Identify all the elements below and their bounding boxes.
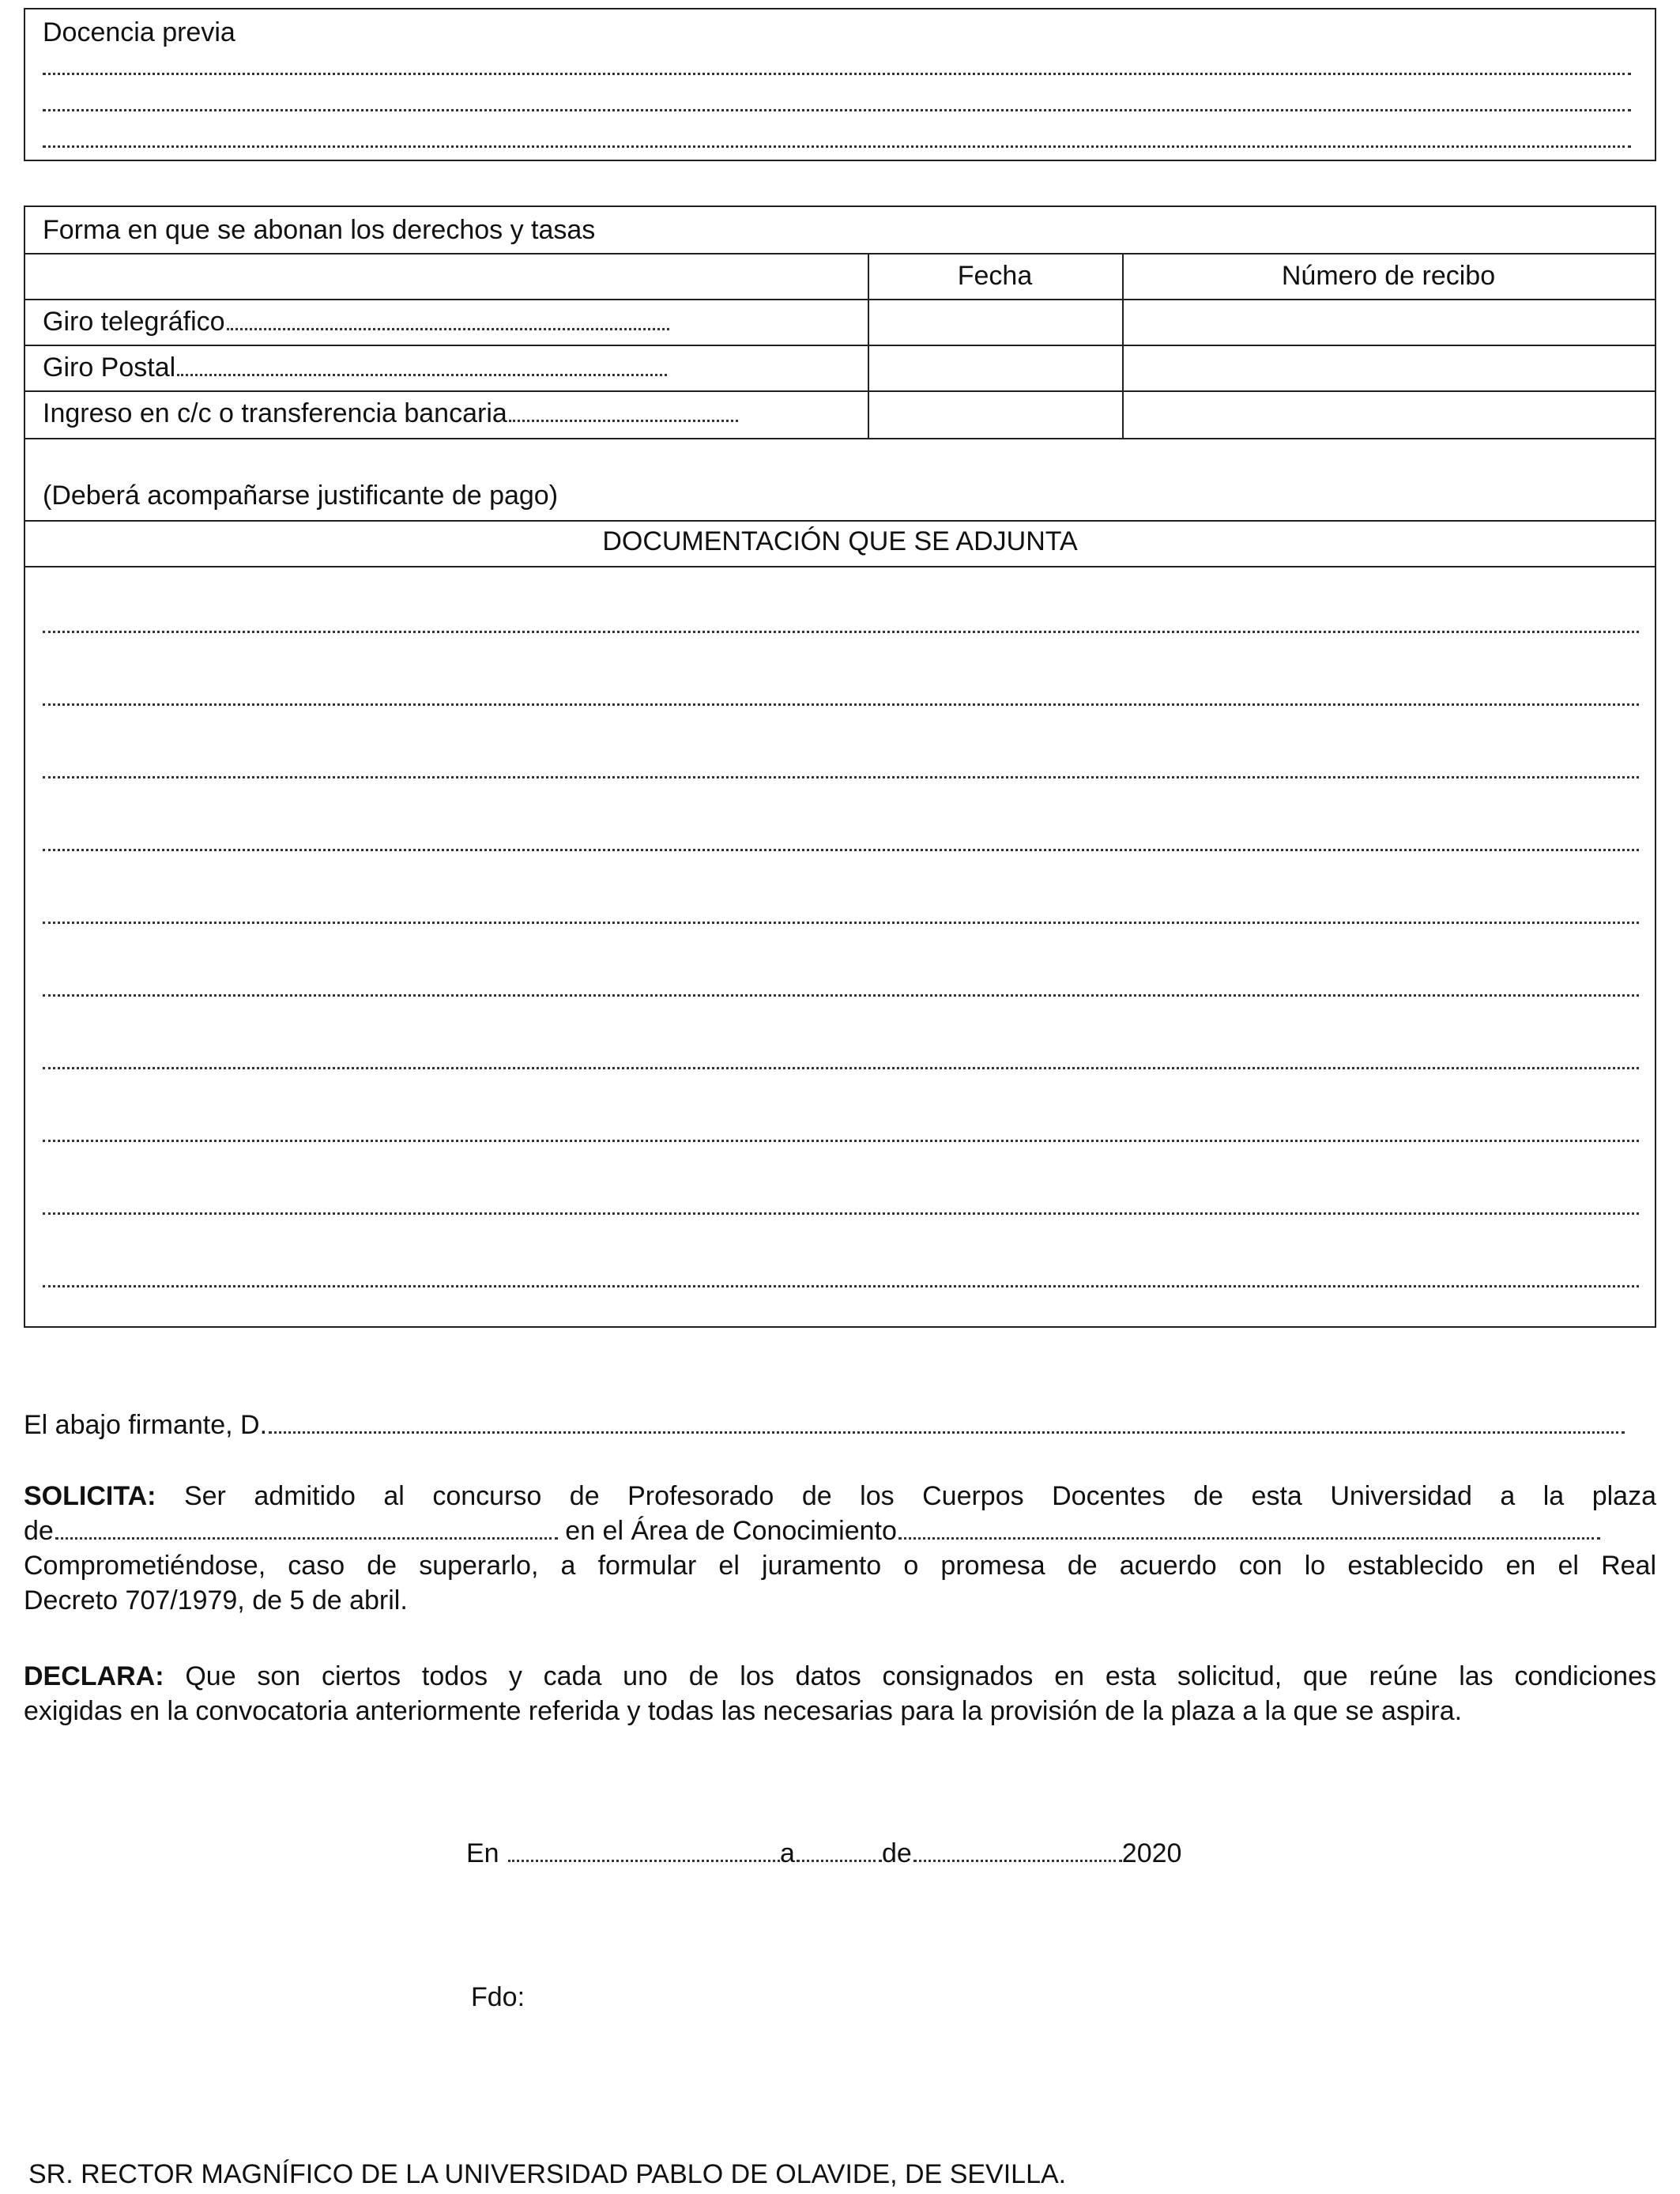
pago-row-giro-postal[interactable]: Giro Postal: [43, 354, 667, 381]
pago-documentacion-section: [24, 205, 1656, 1328]
pago-row-giro-telegrafico[interactable]: Giro telegráfico: [43, 308, 669, 335]
documentacion-line-9[interactable]: [43, 1212, 1639, 1215]
documentacion-line-2[interactable]: [43, 703, 1639, 706]
documentacion-line-1[interactable]: [43, 631, 1639, 633]
documentacion-line-5[interactable]: [43, 922, 1639, 924]
solicita-line-4: Decreto 707/1979, de 5 de abril.: [24, 1585, 408, 1615]
documentacion-line-6[interactable]: [43, 994, 1639, 997]
docencia-previa-label: Docencia previa: [43, 17, 235, 47]
documentacion-title: DOCUMENTACIÓN QUE SE ADJUNTA: [602, 526, 1078, 556]
col-header-fecha: Fecha: [957, 261, 1033, 291]
documentacion-line-10[interactable]: [43, 1285, 1639, 1287]
docencia-line-1[interactable]: [43, 73, 1631, 75]
pago-note: (Deberá acompañarse justificante de pago): [43, 481, 559, 511]
declara-line-1: DECLARA: Que son ciertos todos y cada uno de los datos consignados en esta solicitud, que reúne las condiciones: [24, 1661, 1657, 1691]
documentacion-line-7[interactable]: [43, 1067, 1639, 1069]
pago-title: Forma en que se abonan los derechos y tasas: [43, 215, 596, 245]
destinatario: SR. RECTOR MAGNÍFICO DE LA UNIVERSIDAD PABLO DE OLAVIDE, DE SEVILLA.: [28, 2159, 1067, 2189]
solicita-line-1: SOLICITA: Ser admitido al concurso de Profesorado de los Cuerpos Docentes de esta Universidad a la plaza: [24, 1481, 1656, 1511]
declara-line-2: exigidas en la convocatoria anteriormente referida y todas las necesarias para la provisión de la plaza a la que se aspira.: [24, 1696, 1463, 1726]
firma-label: Fdo:: [471, 1982, 525, 2012]
declara-keyword: DECLARA:: [24, 1661, 164, 1691]
documentacion-line-8[interactable]: [43, 1140, 1639, 1142]
solicita-keyword: SOLICITA:: [24, 1481, 156, 1511]
docencia-previa-section: [24, 8, 1656, 161]
lugar-fecha-line[interactable]: En a de 2020: [466, 1838, 1182, 1868]
documentacion-line-3[interactable]: [43, 776, 1639, 778]
solicita-line-3: Comprometiéndose, caso de superarlo, a formular el juramento o promesa de acuerdo con lo establecido en el Real: [24, 1551, 1656, 1581]
firmante-field[interactable]: El abajo firmante, D.: [24, 1412, 1625, 1438]
col-header-recibo: Número de recibo: [1281, 261, 1496, 291]
docencia-line-2[interactable]: [43, 109, 1631, 111]
solicita-line-2[interactable]: de en el Área de Conocimiento: [24, 1517, 1656, 1544]
documentacion-line-4[interactable]: [43, 849, 1639, 851]
pago-row-ingreso-cc[interactable]: Ingreso en c/c o transferencia bancaria: [43, 400, 738, 427]
docencia-line-3[interactable]: [43, 145, 1631, 148]
